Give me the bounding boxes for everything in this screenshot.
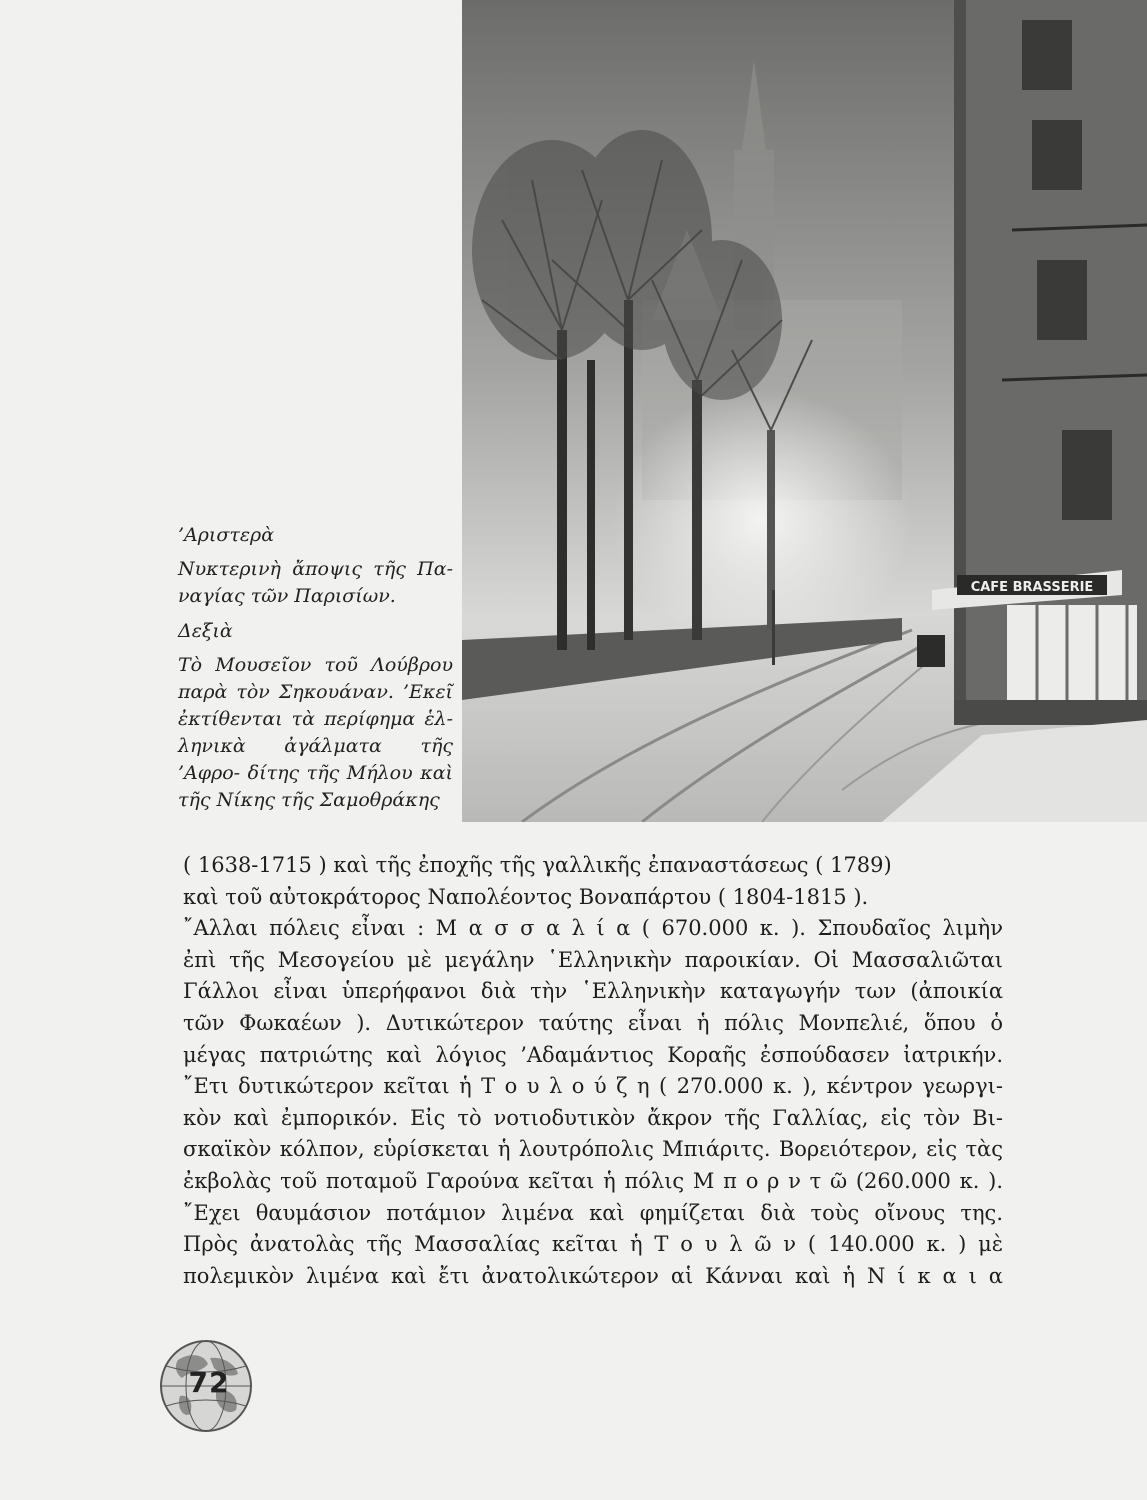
photo-caption: [178, 522, 453, 814]
body-line: πολεμικὸν λιμένα καὶ ἔτι ἀνατολικώτερον αἱ Κάνναι καὶ ἡ Ν ί κ α ι α: [183, 1263, 1003, 1288]
caption-right-text: Τὸ Μουσεῖον τοῦ Λούβρου παρὰ τὸν Σηκουάναν. ’Εκεῖ ἐκτίθενται τὰ περίφημα ἑλ- ληνικὰ ἀγάλματα τῆς ’Αφρο- δίτης τῆς Μήλου καὶ τῆς Νίκης τῆς Σαμοθράκης: [178, 654, 453, 811]
caption-left-text: Νυκτερινὴ ἄποψις τῆς Πα- ναγίας τῶν Παρισίων.: [178, 558, 453, 607]
body-line: μέγας πατριώτης καὶ λόγιος ’Αδαμάντιος Κοραῆς ἐσπούδασεν ἰατρικήν.: [183, 1042, 1003, 1067]
body-line: ( 1638-1715 ) καὶ τῆς ἐποχῆς τῆς γαλλικῆς ἐπαναστάσεως ( 1789): [183, 853, 892, 877]
caption-right-heading: Δεξιὰ: [178, 620, 233, 642]
page-number: 72: [188, 1366, 230, 1399]
cafe-sign-text: CAFE BRASSERIE: [970, 580, 1094, 595]
page-number-badge: [158, 1338, 254, 1434]
body-line: ἐπὶ τῆς Μεσογείου μὲ μεγάλην ῾Ελληνικὴν παροικίαν. Οἱ Μασσαλιῶται: [183, 947, 1003, 972]
body-line: ῎Ετι δυτικώτερον κεῖται ἡ Τ ο υ λ ο ύ ζ η ( 270.000 κ. ), κέντρον γεωργι-: [183, 1074, 1003, 1099]
body-line: ῎Αλλαι πόλεις εἶναι : Μ α σ σ α λ ί α ( 670.000 κ. ). Σπουδαῖος λιμὴν: [183, 916, 1003, 941]
body-line: Πρὸς ἀνατολὰς τῆς Μασσαλίας κεῖται ἡ Τ ο υ λ ῶ ν ( 140.000 κ. ) μὲ: [183, 1232, 1003, 1257]
body-line: κὸν καὶ ἐμπορικόν. Εἰς τὸ νοτιοδυτικὸν ἄκρον τῆς Γαλλίας, εἰς τὸν Βι-: [183, 1105, 1003, 1130]
body-line: ἐκβολὰς τοῦ ποταμοῦ Γαρούνα κεῖται ἡ πόλις Μ π ο ρ ν τ ῶ (260.000 κ. ).: [183, 1168, 1003, 1193]
body-paragraph: [183, 850, 1003, 1292]
body-line: σκαϊκὸν κόλπον, εὑρίσκεται ἡ λουτρόπολις Μπιάριτς. Βορειότερον, εἰς τὰς: [183, 1137, 1003, 1162]
caption-left-heading: ’Αριστερὰ: [178, 524, 275, 546]
body-line: ῎Εχει θαυμάσιον ποτάμιον λιμένα καὶ φημίζεται διὰ τοὺς οἴνους της.: [183, 1200, 1003, 1225]
body-line: καὶ τοῦ αὐτοκράτορος Ναπολέοντος Βοναπάρτου ( 1804-1815 ).: [183, 884, 869, 909]
notre-dame-street-photo: [462, 0, 1147, 822]
body-line: Γάλλοι εἶναι ὑπερήφανοι διὰ τὴν ῾Ελληνικὴν καταγωγήν των (ἀποικία: [183, 979, 1003, 1004]
body-line: τῶν Φωκαέων ). Δυτικώτερον ταύτης εἶναι ἡ πόλις Μονπελιέ, ὅπου ὁ: [183, 1010, 1003, 1035]
